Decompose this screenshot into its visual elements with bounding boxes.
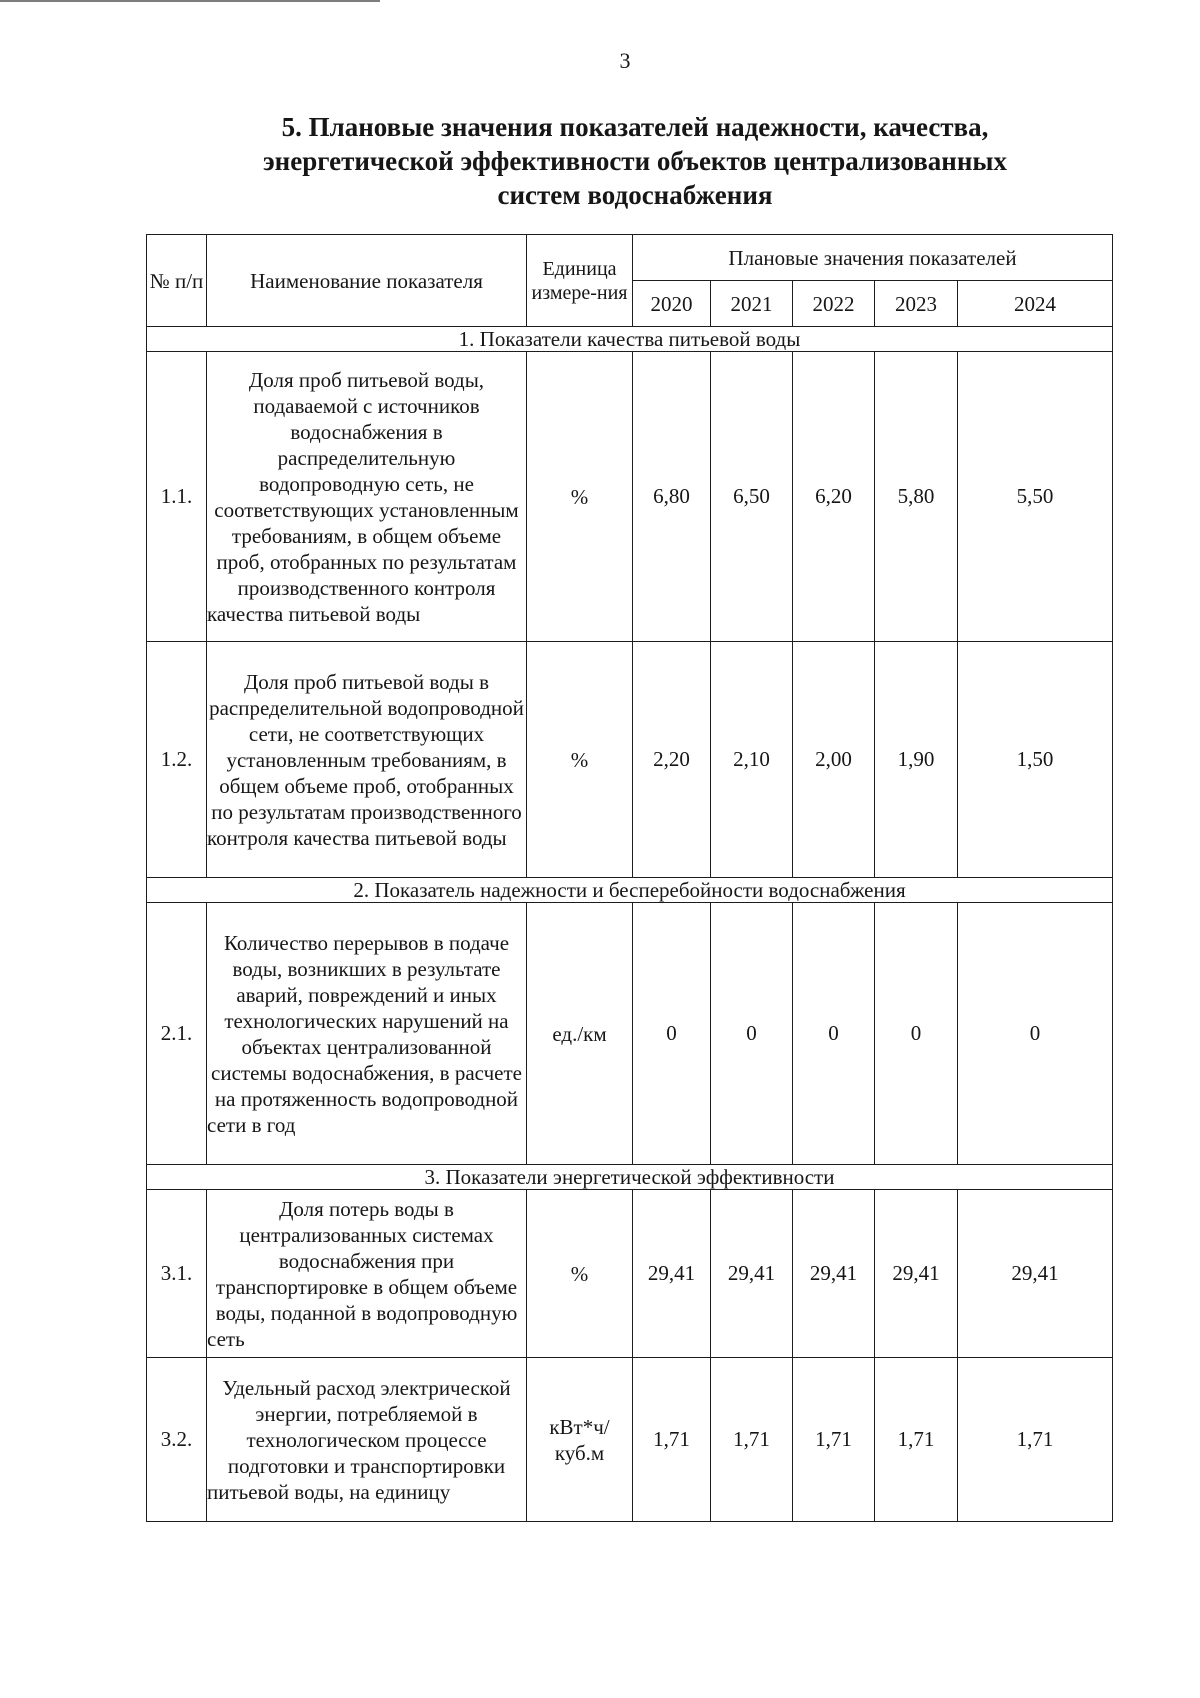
header-year: 2021: [711, 281, 793, 327]
row-value: 0: [711, 903, 793, 1165]
row-unit: кВт*ч/ куб.м: [527, 1358, 633, 1522]
title-line: энергетической эффективности объектов централизованных: [262, 146, 1007, 176]
row-name: Доля проб питьевой воды в распределительной водопроводной сети, не соответствующих установленным требованиям, в общем объеме проб, отобранных по результатам производственного контроля качества питьевой воды: [207, 642, 527, 878]
row-num: 1.1.: [147, 352, 207, 642]
row-value: 1,90: [875, 642, 958, 878]
row-value: 2,00: [793, 642, 875, 878]
section-title: 2. Показатель надежности и бесперебойности водоснабжения: [147, 878, 1113, 903]
table-row: [147, 642, 1113, 878]
row-value: 5,80: [875, 352, 958, 642]
table-row: [147, 1358, 1113, 1522]
header-year: 2022: [793, 281, 875, 327]
row-num: 2.1.: [147, 903, 207, 1165]
row-num: 1.2.: [147, 642, 207, 878]
row-name: Доля проб питьевой воды, подаваемой с источников водоснабжения в распределительную водопроводную сеть, не соответствующих установленным требованиям, в общем объеме проб, отобранных по результатам производственного контроля качества питьевой воды: [207, 352, 527, 642]
section-title: 3. Показатели энергетической эффективности: [147, 1165, 1113, 1190]
row-value: 1,71: [711, 1358, 793, 1522]
header-planned-values: Плановые значения показателей: [633, 235, 1113, 281]
table-row: [147, 1190, 1113, 1358]
row-value: 1,50: [958, 642, 1113, 878]
row-value: 5,50: [958, 352, 1113, 642]
header-year: 2023: [875, 281, 958, 327]
row-value: 29,41: [958, 1190, 1113, 1358]
row-name: Количество перерывов в подаче воды, возникших в результате аварий, повреждений и иных технологических нарушений на объектах централизованной системы водоснабжения, в расчете на протяженность водопроводной сети в год: [207, 903, 527, 1165]
row-value: 0: [793, 903, 875, 1165]
header-year: 2024: [958, 281, 1113, 327]
document-title: [200, 110, 1070, 212]
row-value: 29,41: [875, 1190, 958, 1358]
row-value: 29,41: [711, 1190, 793, 1358]
row-value: 0: [633, 903, 711, 1165]
row-value: 1,71: [958, 1358, 1113, 1522]
header-num: № п/п: [147, 235, 207, 327]
indicators-table: [146, 234, 1113, 1522]
row-num: 3.2.: [147, 1358, 207, 1522]
row-value: 1,71: [875, 1358, 958, 1522]
row-value: 6,50: [711, 352, 793, 642]
header-year: 2020: [633, 281, 711, 327]
row-name: Доля потерь воды в централизованных системах водоснабжения при транспортировке в общем объеме воды, поданной в водопроводную сеть: [207, 1190, 527, 1358]
row-num: 3.1.: [147, 1190, 207, 1358]
title-line: систем водоснабжения: [497, 180, 773, 210]
table-row: [147, 903, 1113, 1165]
row-unit: %: [527, 352, 633, 642]
row-value: 29,41: [633, 1190, 711, 1358]
row-value: 0: [875, 903, 958, 1165]
row-unit: %: [527, 1190, 633, 1358]
page-number: 3: [619, 48, 631, 73]
table-row: [147, 352, 1113, 642]
header-name: Наименование показателя: [207, 235, 527, 327]
title-line: 5. Плановые значения показателей надежности, качества,: [281, 112, 989, 142]
row-value: 2,10: [711, 642, 793, 878]
row-value: 1,71: [633, 1358, 711, 1522]
row-value: 6,80: [633, 352, 711, 642]
row-value: 6,20: [793, 352, 875, 642]
row-value: 2,20: [633, 642, 711, 878]
row-unit: %: [527, 642, 633, 878]
row-value: 29,41: [793, 1190, 875, 1358]
scan-edge-line: [0, 0, 380, 2]
section-title: 1. Показатели качества питьевой воды: [147, 327, 1113, 352]
row-value: 1,71: [793, 1358, 875, 1522]
row-value: 0: [958, 903, 1113, 1165]
row-unit: ед./км: [527, 903, 633, 1165]
row-name: Удельный расход электрической энергии, потребляемой в технологическом процессе подготовки и транспортировки питьевой воды, на единицу: [207, 1358, 527, 1522]
header-unit: Единица измере-ния: [527, 235, 633, 327]
